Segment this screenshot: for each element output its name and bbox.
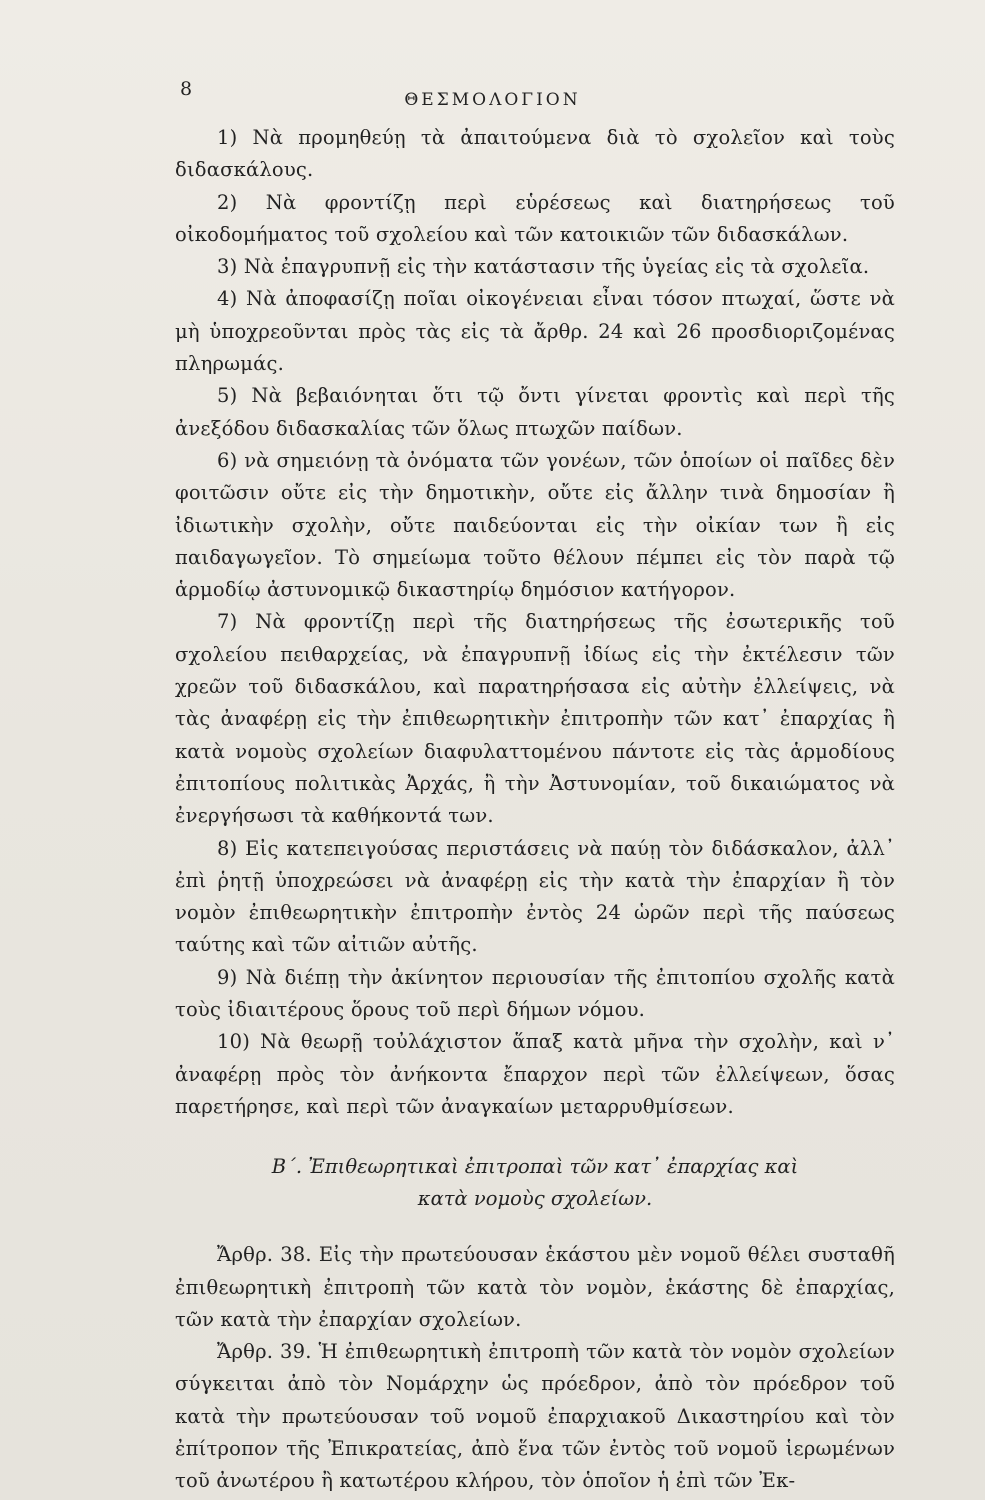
- page-number: 8: [180, 78, 193, 100]
- body-text: [175, 122, 895, 1498]
- section-heading: [175, 1151, 895, 1215]
- paragraph-item-2: 2) Νὰ φροντίζῃ περὶ εὑρέσεως καὶ διατηρήσεως τοῦ οἰκοδομήματος τοῦ σχολείου καὶ τῶν κατοικιῶν τῶν διδασκάλων.: [175, 190, 895, 246]
- section-heading-line-1: Β΄. Ἐπιθεωρητικαὶ ἐπιτροπαὶ τῶν κατ᾽ ἐπαρχίας καὶ: [271, 1155, 799, 1179]
- paragraph-item-5: 5) Νὰ βεβαιόνηται ὅτι τῷ ὄντι γίνεται φροντὶς καὶ περὶ τῆς ἀνεξόδου διδασκαλίας τῶν ὅλως πτωχῶν παίδων.: [175, 384, 895, 440]
- paragraph-item-4: 4) Νὰ ἀποφασίζῃ ποῖαι οἰκογένειαι εἶναι τόσον πτωχαί, ὥστε νὰ μὴ ὑποχρεοῦνται πρὸς τὰς εἰς τὰ ἄρθρ. 24 καὶ 26 προσδιοριζομένας πληρωμάς.: [175, 287, 895, 376]
- paragraph-item-10: 10) Νὰ θεωρῇ τοὐλάχιστον ἅπαξ κατὰ μῆνα τὴν σχολὴν, καὶ ν᾽ ἀναφέρῃ πρὸς τὸν ἀνήκοντα ἔπαρχον περὶ τῶν ἐλλείψεων, ὅσας παρετήρησε, καὶ περὶ τῶν ἀναγκαίων μεταρρυθμίσεων.: [175, 1030, 895, 1118]
- paragraph-item-8: 8) Εἰς κατεπειγούσας περιστάσεις νὰ παύῃ τὸν διδάσκαλον, ἀλλ᾽ ἐπὶ ῥητῇ ὑποχρεώσει νὰ ἀναφέρῃ εἰς τὴν κατὰ τὴν ἐπαρχίαν ἢ τὸν νομὸν ἐπιθεωρητικὴν ἐπιτροπὴν ἐντὸς 24 ὡρῶν περὶ τῆς παύσεως ταύτης καὶ τῶν αἰτιῶν αὐτῆς.: [175, 836, 895, 957]
- paragraph-item-1: 1) Νὰ προμηθεύῃ τὰ ἀπαιτούμενα διὰ τὸ σχολεῖον καὶ τοὺς διδασκάλους.: [175, 126, 895, 182]
- section-heading-line-2: κατὰ νομοὺς σχολείων.: [417, 1187, 653, 1211]
- articles: [175, 1239, 895, 1497]
- paragraph-item-6: 6) νὰ σημειόνῃ τὰ ὀνόματα τῶν γονέων, τῶν ὁποίων οἱ παῖδες δὲν φοιτῶσιν οὔτε εἰς τὴν δημοτικὴν, οὔτε εἰς ἄλλην τινὰ δημοσίαν ἢ ἰδιωτικὴν σχολὴν, οὔτε παιδεύονται εἰς τὴν οἰκίαν των ἢ εἰς παιδαγωγεῖον. Τὸ σημείωμα τοῦτο θέλουν πέμπει εἰς τὸν παρὰ τῷ ἁρμοδίῳ ἀστυνομικῷ δικαστηρίῳ δημόσιον κατήγορον.: [175, 448, 895, 602]
- article-38: Ἄρθρ. 38. Εἰς τὴν πρωτεύουσαν ἑκάστου μὲν νομοῦ θέλει συσταθῆ ἐπιθεωρητικὴ ἐπιτροπὴ τῶν κατὰ τὸν νομὸν, ἑκάστης δὲ ἐπαρχίας, τῶν κατὰ τὴν ἐπαρχίαν σχολείων.: [175, 1243, 895, 1331]
- running-head: ΘΕΣΜΟΛΟΓΙΟΝ: [404, 90, 581, 110]
- paragraph-item-3: 3) Νὰ ἐπαγρυπνῇ εἰς τὴν κατάστασιν τῆς ὑγείας εἰς τὰ σχολεῖα.: [217, 255, 870, 279]
- paragraph-item-7: 7) Νὰ φροντίζῃ περὶ τῆς διατηρήσεως τῆς ἐσωτερικῆς τοῦ σχολείου πειθαρχείας, νὰ ἐπαγρυπνῇ ἰδίως εἰς τὴν ἐκτέλεσιν τῶν χρεῶν τοῦ διδασκάλου, καὶ παρατηρήσασα εἰς αὐτὴν ἐλλείψεις, νὰ τὰς ἀναφέρῃ εἰς τὴν ἐπιθεωρητικὴν ἐπιτροπὴν τῶν κατ᾽ ἐπαρχίας ἢ κατὰ νομοὺς σχολείων διαφυλαττομένου πάντοτε εἰς τὰς ἁρμοδίους ἐπιτοπίους πολιτικὰς Ἀρχάς, ἢ τὴν Ἀστυνομίαν, τοῦ δικαιώματος νὰ ἐνεργήσωσι τὰ καθήκοντά των.: [175, 610, 895, 828]
- article-39: Ἄρθρ. 39. Ἡ ἐπιθεωρητικὴ ἐπιτροπὴ τῶν κατὰ τὸν νομὸν σχολείων σύγκειται ἀπὸ τὸν Νομάρχην ὡς πρόεδρον, ἀπὸ τὸν πρόεδρον τοῦ κατὰ τὴν πρωτεύουσαν τοῦ νομοῦ ἐπαρχιακοῦ Δικαστηρίου καὶ τὸν ἐπίτροπον τῆς Ἐπικρατείας, ἀπὸ ἕνα τῶν ἐντὸς τοῦ νομοῦ ἱερωμένων τοῦ ἀνωτέρου ἢ κατωτέρου κλήρου, τὸν ὁποῖον ἡ ἐπὶ τῶν Ἐκ-: [175, 1340, 895, 1493]
- paragraph-item-9: 9) Νὰ διέπῃ τὴν ἀκίνητον περιουσίαν τῆς ἐπιτοπίου σχολῆς κατὰ τοὺς ἰδιαιτέρους ὅρους τοῦ περὶ δήμων νόμου.: [175, 965, 895, 1022]
